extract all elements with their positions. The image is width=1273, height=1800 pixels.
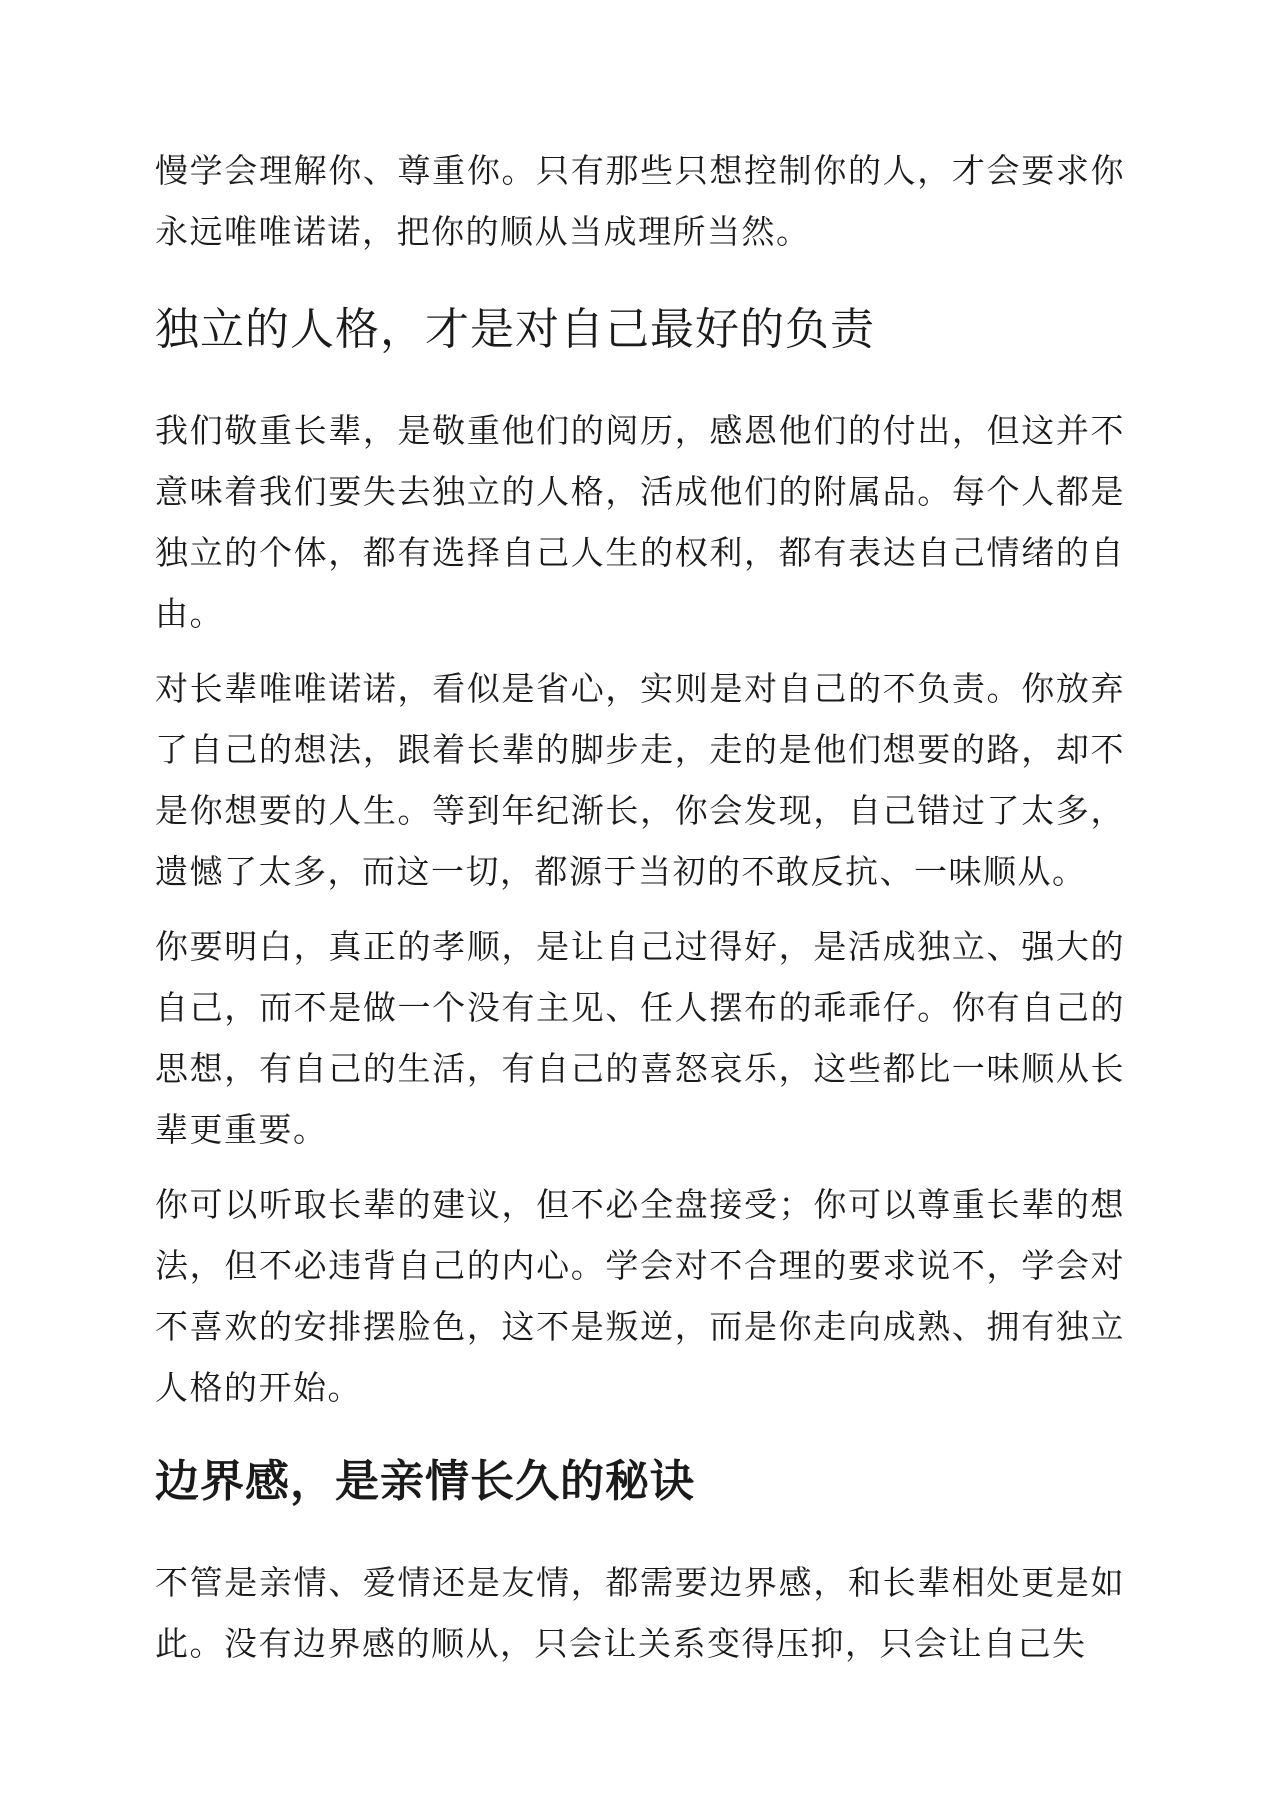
paragraph: 你要明白，真正的孝顺，是让自己过得好，是活成独立、强大的自己，而不是做一个没有主见、任人摆布的乖乖仔。你有自己的思想，有自己的生活，有自己的喜怒哀乐，这些都比一味顺从长辈更重要。	[155, 927, 1125, 1149]
paragraph: 不管是亲情、爱情还是友情，都需要边界感，和长辈相处更是如此。没有边界感的顺从，只会让关系变得压抑，只会让自己失	[155, 1563, 1125, 1663]
paragraph-intro: 慢学会理解你、尊重你。只有那些只想控制你的人，才会要求你永远唯唯诺诺，把你的顺从当成理所当然。	[155, 151, 1125, 251]
paragraph: 我们敬重长辈，是敬重他们的阅历，感恩他们的付出，但这并不意味着我们要失去独立的人格，活成他们的附属品。每个人都是独立的个体，都有选择自己人生的权利，都有表达自己情绪的自由。	[155, 411, 1125, 633]
section-heading-independence: 独立的人格，才是对自己最好的负责	[155, 304, 875, 355]
paragraph: 你可以听取长辈的建议，但不必全盘接受；你可以尊重长辈的想法，但不必违背自己的内心。学会对不合理的要求说不，学会对不喜欢的安排摆脸色，这不是叛逆，而是你走向成熟、拥有独立人格的开始。	[155, 1185, 1125, 1407]
paragraph: 对长辈唯唯诺诺，看似是省心，实则是对自己的不负责。你放弃了自己的想法，跟着长辈的脚步走，走的是他们想要的路，却不是你想要的人生。等到年纪渐长，你会发现，自己错过了太多，遗憾了太多，而这一切，都源于当初的不敢反抗、一味顺从。	[155, 669, 1125, 891]
article-body	[155, 140, 1125, 1688]
section-heading-boundaries: 边界感，是亲情长久的秘诀	[155, 1456, 695, 1507]
